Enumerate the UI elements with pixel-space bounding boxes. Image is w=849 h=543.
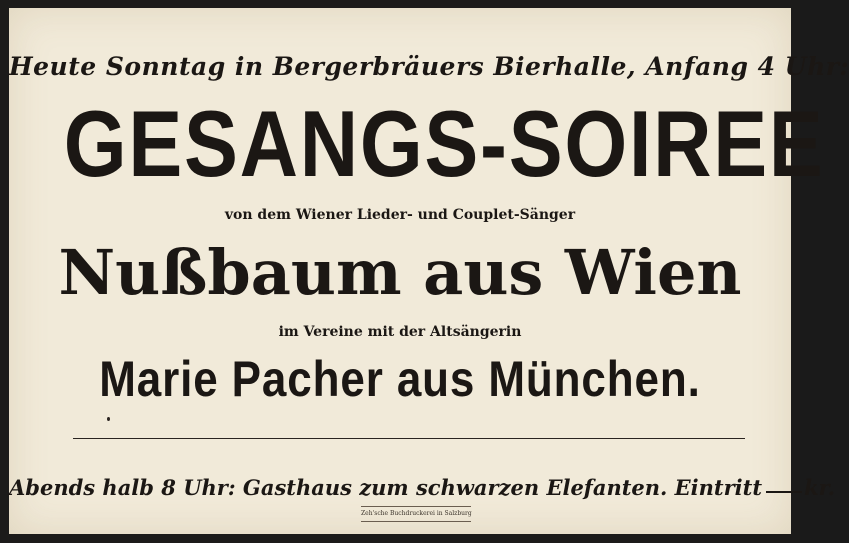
- printer-imprint: Zeh'sche Buchdruckerei in Salzburg: [361, 506, 471, 522]
- poster-subtitle: von dem Wiener Lieder- und Couplet-Sänger: [224, 207, 576, 223]
- footer-text: Abends halb 8 Uhr: Gasthaus zum schwarzen Elefanten. Eintritt: [9, 475, 763, 500]
- poster: [9, 8, 849, 534]
- performer-name: Nußbaum aus Wien: [58, 236, 742, 309]
- co-performer-name: Marie Pacher aus München.: [99, 351, 701, 407]
- poster-title: GESANGS-SOIREE: [63, 91, 825, 196]
- footer-line: [9, 475, 836, 500]
- footer-currency: kr.: [804, 475, 836, 500]
- poster-headline: Heute Sonntag in Bergerbräuers Bierhalle, Anfang 4 Uhr:: [9, 52, 849, 81]
- connector-text: im Vereine mit der Altsängerin: [278, 324, 522, 340]
- price-blank: [766, 491, 802, 493]
- divider: [73, 438, 745, 439]
- ink-spot: [107, 417, 110, 421]
